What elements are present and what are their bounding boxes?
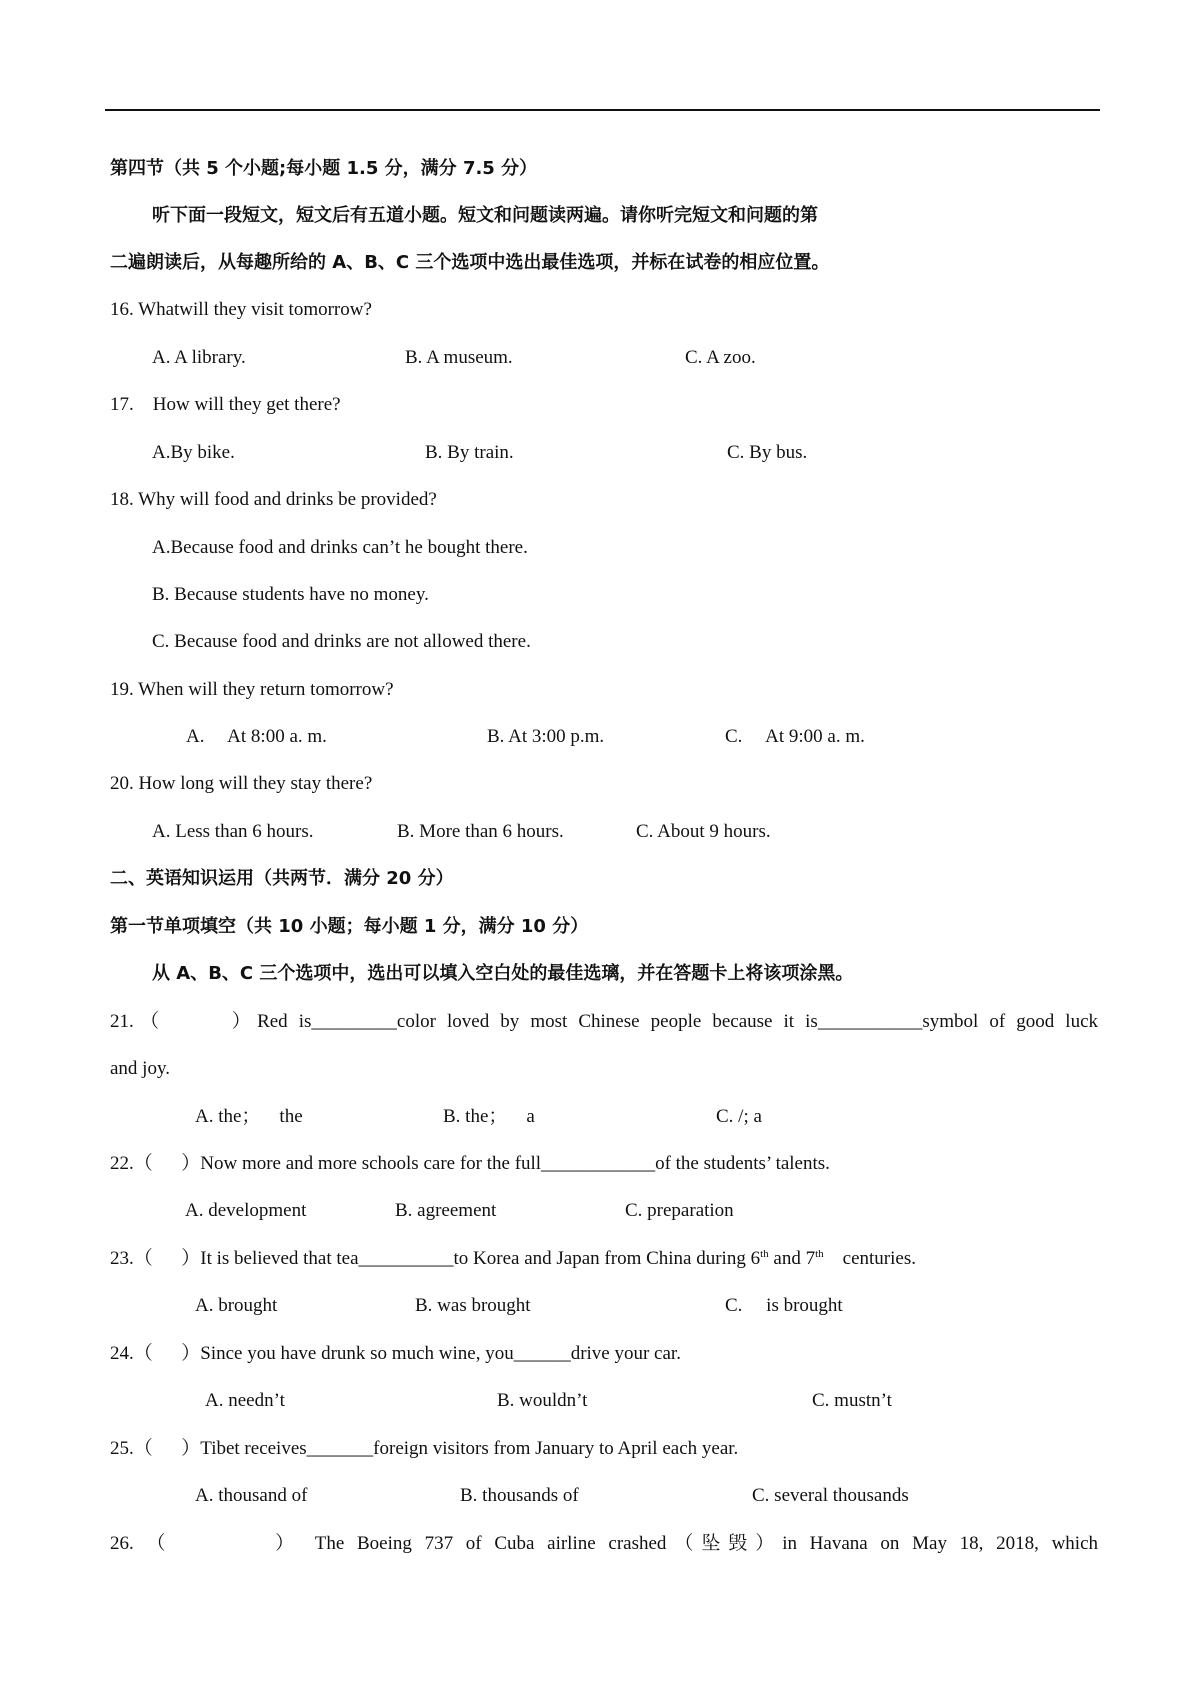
- question-16-stem: 16. Whatwill they visit tomorrow?: [110, 299, 372, 320]
- question-25-stem: 25.（ ）Tibet receives_______foreign visitors from January to April each year.: [110, 1438, 739, 1459]
- question-24-option-a: A. needn’t: [205, 1390, 285, 1411]
- question-24-option-b: B. wouldn’t: [497, 1390, 588, 1411]
- section4-title: 第四节（共 5 个小题;每小题 1.5 分，满分 7.5 分）: [110, 158, 538, 179]
- question-23-stem-pre: 23.（ ）It is believed that tea__________to Korea and Japan from China during 6: [110, 1248, 761, 1269]
- question-17-option-a: A.By bike.: [152, 442, 235, 463]
- question-19-stem: 19. When will they return tomorrow?: [110, 679, 394, 700]
- question-23-option-b: B. was brought: [415, 1295, 531, 1316]
- question-22-stem: 22.（ ）Now more and more schools care for the full____________of the students’ talents.: [110, 1153, 830, 1174]
- question-22-option-a: A. development: [185, 1200, 307, 1221]
- question-23-option-a: A. brought: [195, 1295, 278, 1316]
- question-25-option-b: B. thousands of: [460, 1485, 579, 1506]
- question-25-option-a: A. thousand of: [195, 1485, 308, 1506]
- question-21-stem-line2: and joy.: [110, 1058, 170, 1079]
- question-20-stem: 20. How long will they stay there?: [110, 773, 373, 794]
- question-26-stem: 26. （ ） The Boeing 737 of Cuba airline crashed（坠毁）in Havana on May 18, 2018, which: [110, 1533, 1098, 1554]
- question-18-stem: 18. Why will food and drinks be provided?: [110, 489, 437, 510]
- part2-title: 二、英语知识运用（共两节．满分 20 分）: [110, 868, 454, 889]
- question-21-stem-line1: 21.（ ）Red is_________color loved by most Chinese people because it is___________symbol of good luck: [110, 1011, 1098, 1032]
- question-21-option-a: A. the； the: [195, 1106, 303, 1127]
- question-18-option-c: C. Because food and drinks are not allowed there.: [152, 631, 531, 652]
- question-18-option-a: A.Because food and drinks can’t he bought there.: [152, 537, 528, 558]
- question-23-sup-1: th: [760, 1248, 769, 1260]
- question-16-option-a: A. A library.: [152, 347, 246, 368]
- question-20-option-c: C. About 9 hours.: [636, 821, 771, 842]
- question-19-option-a: A. At 8:00 a. m.: [186, 726, 327, 747]
- question-16-option-b: B. A museum.: [405, 347, 513, 368]
- section4-instruction-line2: 二遍朗读后，从每趣所给的 A、B、C 三个选项中选出最佳选项，并标在试卷的相应位置。: [110, 252, 830, 273]
- question-18-option-b: B. Because students have no money.: [152, 584, 429, 605]
- question-16-option-c: C. A zoo.: [685, 347, 756, 368]
- question-24-stem: 24.（ ）Since you have drunk so much wine, you______drive your car.: [110, 1343, 681, 1364]
- question-21-option-b: B. the； a: [443, 1106, 535, 1127]
- question-23-stem-post: centuries.: [823, 1248, 916, 1269]
- question-20-option-a: A. Less than 6 hours.: [152, 821, 314, 842]
- question-23-stem-mid: and 7: [768, 1248, 816, 1269]
- question-17-option-c: C. By bus.: [727, 442, 808, 463]
- question-19-option-c: C. At 9:00 a. m.: [725, 726, 865, 747]
- section4-instruction-line1: 听下面一段短文，短文后有五道小题。短文和问题读两遍。请你听完短文和问题的第: [152, 205, 818, 226]
- question-25-option-c: C. several thousands: [752, 1485, 909, 1506]
- question-21-option-c: C. /; a: [716, 1106, 762, 1127]
- question-17-option-b: B. By train.: [425, 442, 514, 463]
- question-20-option-b: B. More than 6 hours.: [397, 821, 564, 842]
- question-17-stem: 17. How will they get there?: [110, 394, 341, 415]
- part2-instruction: 从 A、B、C 三个选项中，选出可以填入空白处的最佳选璃，并在答题卡上将该项涂黑。: [152, 963, 854, 984]
- question-23-stem: [110, 1246, 916, 1272]
- part2-section1-title: 第一节单项填空（共 10 小题；每小题 1 分，满分 10 分）: [110, 916, 589, 937]
- question-24-option-c: C. mustn’t: [812, 1390, 892, 1411]
- question-22-option-c: C. preparation: [625, 1200, 734, 1221]
- question-23-option-c: C. is brought: [725, 1295, 843, 1316]
- header-rule: [105, 109, 1100, 111]
- question-23-sup-2: th: [815, 1248, 824, 1260]
- question-22-option-b: B. agreement: [395, 1200, 497, 1221]
- question-19-option-b: B. At 3:00 p.m.: [487, 726, 605, 747]
